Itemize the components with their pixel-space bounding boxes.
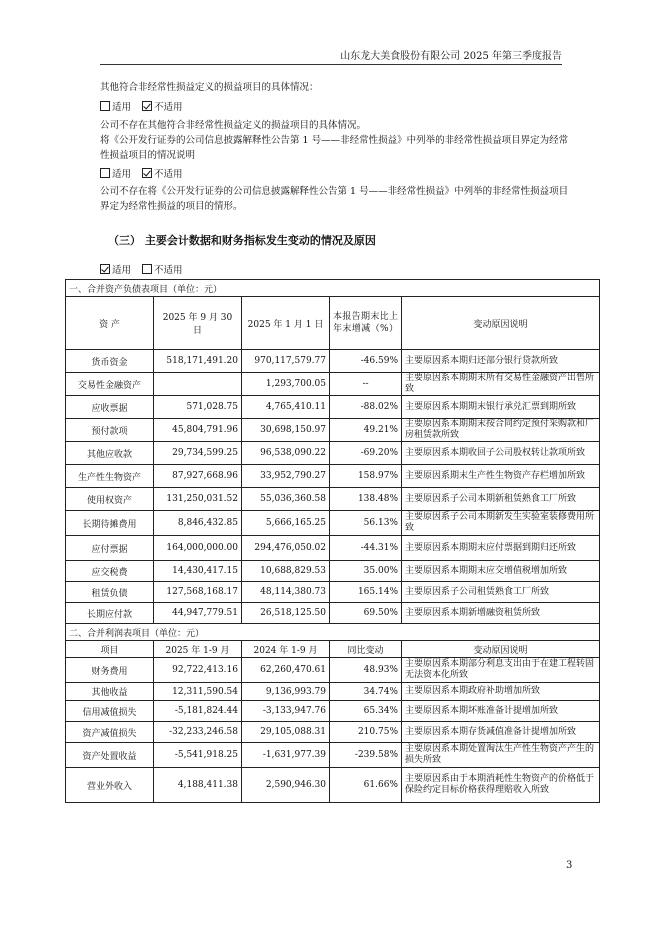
change-cell: 49.21% <box>330 419 402 442</box>
change-cell: 34.74% <box>330 683 402 701</box>
table-row <box>66 743 600 768</box>
value-cell: 87,927,668.96 <box>154 465 242 488</box>
table-row <box>66 683 600 701</box>
reason-cell: 主要原因系本期部分利息支出由于在建工程转固无法资本化所致 <box>402 658 600 683</box>
income-header-row <box>66 641 600 658</box>
reason-cell: 主要原因系子公司本期新发生实验室装修费用所致 <box>402 511 600 536</box>
applicability-choice-1 <box>100 99 191 113</box>
value-cell: 29,734,599.25 <box>154 442 242 465</box>
change-cell: -46.59% <box>330 350 402 373</box>
checkbox-checked-icon <box>100 264 110 274</box>
header-cell: 项目 <box>66 641 154 658</box>
item-cell: 货币资金 <box>66 350 154 373</box>
checkbox-unchecked-icon <box>100 101 110 111</box>
value-cell: 26,518,125.50 <box>242 603 330 624</box>
table-row <box>66 561 600 582</box>
value-cell: 8,846,432.85 <box>154 511 242 536</box>
item-cell: 长期应付款 <box>66 603 154 624</box>
reason-cell: 主要原因系本期归还部分银行贷款所致 <box>402 350 600 373</box>
reason-cell: 主要原因系本期期末所有交易性金融资产出售所致 <box>402 373 600 396</box>
reason-cell: 主要原因系本期坏账准备计提增加所致 <box>402 701 600 722</box>
reason-cell: 主要原因系本期新增融资租赁所致 <box>402 603 600 624</box>
value-cell: 33,952,790.27 <box>242 465 330 488</box>
change-cell: 65.34% <box>330 701 402 722</box>
reason-cell: 主要原因系本期收回子公司股权转让款项所致 <box>402 442 600 465</box>
item-cell: 交易性金融资产 <box>66 373 154 396</box>
income-section-row <box>66 624 600 641</box>
checkbox-unchecked-icon <box>100 168 110 178</box>
item-cell: 生产性生物资产 <box>66 465 154 488</box>
table-row <box>66 511 600 536</box>
checkbox-option-not-applicable[interactable] <box>142 169 183 180</box>
change-cell: -- <box>330 373 402 396</box>
value-cell: -32,233,246.58 <box>154 722 242 743</box>
change-cell: 48.93% <box>330 658 402 683</box>
table-row <box>66 722 600 743</box>
value-cell: 970,117,579.77 <box>242 350 330 373</box>
change-cell: 56.13% <box>330 511 402 536</box>
item-cell: 其他收益 <box>66 683 154 701</box>
header-cell-change <box>330 297 402 350</box>
paragraph-no-reclassification: 公司不存在将《公开发行证券的公司信息披露解释性公告第 1 号——非经常性损益》中列举的非经常性损益项目界定为经常性损益的项目的情形。 <box>100 186 569 212</box>
header-cell: 2025 年 1 月 1 日 <box>242 297 330 350</box>
table-row <box>66 701 600 722</box>
checkbox-unchecked-icon <box>142 264 152 274</box>
reason-cell: 主要原因系本期期末应付票据到期归还所致 <box>402 536 600 561</box>
value-cell: 48,114,380.73 <box>242 582 330 603</box>
reason-cell: 主要原因系本期处置淘汰生产性生物资产产生的损失所致 <box>402 743 600 768</box>
header-cell: 变动原因说明 <box>402 641 600 658</box>
applicability-choice-2 <box>100 166 191 180</box>
table-row <box>66 488 600 511</box>
header-cell-text: 本报告期末比上年末增减（%） <box>333 312 398 334</box>
item-cell: 长期待摊费用 <box>66 511 154 536</box>
financial-changes-table <box>65 279 600 803</box>
reason-cell: 主要原因系子公司本期新租赁熟食工厂所致 <box>402 488 600 511</box>
reason-cell: 主要原因系由于本期消耗性生物资产的价格低于保险约定目标价格获得理赔收入所致 <box>402 768 600 803</box>
header-cell: 2025 年 1-9 月 <box>154 641 242 658</box>
header-cell: 2025 年 9 月 30 日 <box>154 297 242 350</box>
reason-cell: 主要原因系本期期末应交增值税增加所致 <box>402 561 600 582</box>
checkbox-option-applicable[interactable] <box>100 102 131 113</box>
value-cell: 30,698,150.97 <box>242 419 330 442</box>
option-label: 适用 <box>112 265 132 276</box>
item-cell: 营业外收入 <box>66 768 154 803</box>
value-cell <box>154 373 242 396</box>
value-cell: 2,590,946.30 <box>242 768 330 803</box>
value-cell: 164,000,000.00 <box>154 536 242 561</box>
checkbox-option-applicable[interactable] <box>100 265 131 276</box>
section-heading: （三） 主要会计数据和财务指标发生变动的情况及原因 <box>108 234 376 247</box>
value-cell: -1,631,977.39 <box>242 743 330 768</box>
table-row <box>66 373 600 396</box>
value-cell: 1,293,700.05 <box>242 373 330 396</box>
option-label: 不适用 <box>154 102 183 113</box>
header-cell: 同比变动 <box>330 641 402 658</box>
checkbox-checked-icon <box>142 101 152 111</box>
value-cell: 131,250,031.52 <box>154 488 242 511</box>
value-cell: 4,765,410.11 <box>242 396 330 419</box>
option-label: 适用 <box>112 169 132 180</box>
applicability-choice-3 <box>100 262 191 276</box>
item-cell: 应付票据 <box>66 536 154 561</box>
table-row <box>66 396 600 419</box>
change-cell: 61.66% <box>330 768 402 803</box>
value-cell: 45,804,791.96 <box>154 419 242 442</box>
value-cell: 55,036,360.58 <box>242 488 330 511</box>
item-cell: 资产处置收益 <box>66 743 154 768</box>
value-cell: 96,538,090.22 <box>242 442 330 465</box>
table-row <box>66 419 600 442</box>
value-cell: 518,171,491.20 <box>154 350 242 373</box>
value-cell: 127,568,168.17 <box>154 582 242 603</box>
change-cell: 69.50% <box>330 603 402 624</box>
balance-header-row <box>66 297 600 350</box>
checkbox-option-applicable[interactable] <box>100 169 131 180</box>
table-row <box>66 350 600 373</box>
checkbox-checked-icon <box>142 168 152 178</box>
reason-cell: 主要原因系本期存货减值准备计提增加所致 <box>402 722 600 743</box>
header-cell: 2024 年 1-9 月 <box>242 641 330 658</box>
balance-section-row <box>66 280 600 297</box>
change-cell: 165.14% <box>330 582 402 603</box>
change-cell: 210.75% <box>330 722 402 743</box>
header-cell: 资 产 <box>66 297 154 350</box>
value-cell: 10,688,829.53 <box>242 561 330 582</box>
value-cell: 4,188,411.38 <box>154 768 242 803</box>
table-row <box>66 442 600 465</box>
value-cell: 12,311,590.54 <box>154 683 242 701</box>
paragraph-other-items: 其他符合非经常性损益定义的损益项目的具体情况： <box>100 82 319 93</box>
item-cell: 应交税费 <box>66 561 154 582</box>
table-row <box>66 536 600 561</box>
item-cell: 信用减值损失 <box>66 701 154 722</box>
page-number: 3 <box>566 860 573 871</box>
value-cell: 294,476,050.02 <box>242 536 330 561</box>
option-label: 适用 <box>112 102 132 113</box>
change-cell: 138.48% <box>330 488 402 511</box>
checkbox-option-not-applicable[interactable] <box>142 265 183 276</box>
value-cell: -5,541,918.25 <box>154 743 242 768</box>
change-cell: -88.02% <box>330 396 402 419</box>
paragraph-reclassification-note: 将《公开发行证券的公司信息披露解释性公告第 1 号——非经常性损益》中列举的非经常性损益项目界定为经常性损益项目的情况说明 <box>100 135 569 161</box>
value-cell: -5,181,824.44 <box>154 701 242 722</box>
value-cell: 92,722,413.16 <box>154 658 242 683</box>
table-row <box>66 768 600 803</box>
item-cell: 其他应收款 <box>66 442 154 465</box>
change-cell: -69.20% <box>330 442 402 465</box>
value-cell: 14,430,417.15 <box>154 561 242 582</box>
reason-cell: 主要原因系本期期末按合同约定预付采购款和厂房租赁款所致 <box>402 419 600 442</box>
change-cell: -239.58% <box>330 743 402 768</box>
item-cell: 财务费用 <box>66 658 154 683</box>
item-cell: 使用权资产 <box>66 488 154 511</box>
income-section-title: 二、合并利润表项目（单位：元） <box>66 624 600 641</box>
table-row <box>66 658 600 683</box>
change-cell: -44.31% <box>330 536 402 561</box>
value-cell: 62,260,470.61 <box>242 658 330 683</box>
reason-cell: 主要原因系期末生产性生物资产存栏增加所致 <box>402 465 600 488</box>
item-cell: 租赁负债 <box>66 582 154 603</box>
table-row <box>66 603 600 624</box>
header-rule <box>100 64 562 65</box>
option-label: 不适用 <box>154 169 183 180</box>
value-cell: -3,133,947.76 <box>242 701 330 722</box>
item-cell: 预付款项 <box>66 419 154 442</box>
change-cell: 158.97% <box>330 465 402 488</box>
item-cell: 资产减值损失 <box>66 722 154 743</box>
value-cell: 9,136,993.79 <box>242 683 330 701</box>
value-cell: 571,028.75 <box>154 396 242 419</box>
option-label: 不适用 <box>154 265 183 276</box>
balance-section-title: 一、合并资产负债表项目（单位：元） <box>66 280 600 297</box>
change-cell: 35.00% <box>330 561 402 582</box>
value-cell: 5,666,165.25 <box>242 511 330 536</box>
checkbox-option-not-applicable[interactable] <box>142 102 183 113</box>
value-cell: 29,105,088.31 <box>242 722 330 743</box>
table-row <box>66 465 600 488</box>
reason-cell: 主要原因系本期政府补助增加所致 <box>402 683 600 701</box>
table-row <box>66 582 600 603</box>
value-cell: 44,947,779.51 <box>154 603 242 624</box>
item-cell: 应收票据 <box>66 396 154 419</box>
report-header-title: 山东龙大美食股份有限公司 2025 年第三季度报告 <box>340 51 562 62</box>
paragraph-no-other-items: 公司不存在其他符合非经常性损益定义的损益项目的具体情况。 <box>100 120 367 131</box>
reason-cell: 主要原因系子公司租赁熟食工厂所致 <box>402 582 600 603</box>
reason-cell: 主要原因系本期期末银行承兑汇票到期所致 <box>402 396 600 419</box>
header-cell: 变动原因说明 <box>402 297 600 350</box>
